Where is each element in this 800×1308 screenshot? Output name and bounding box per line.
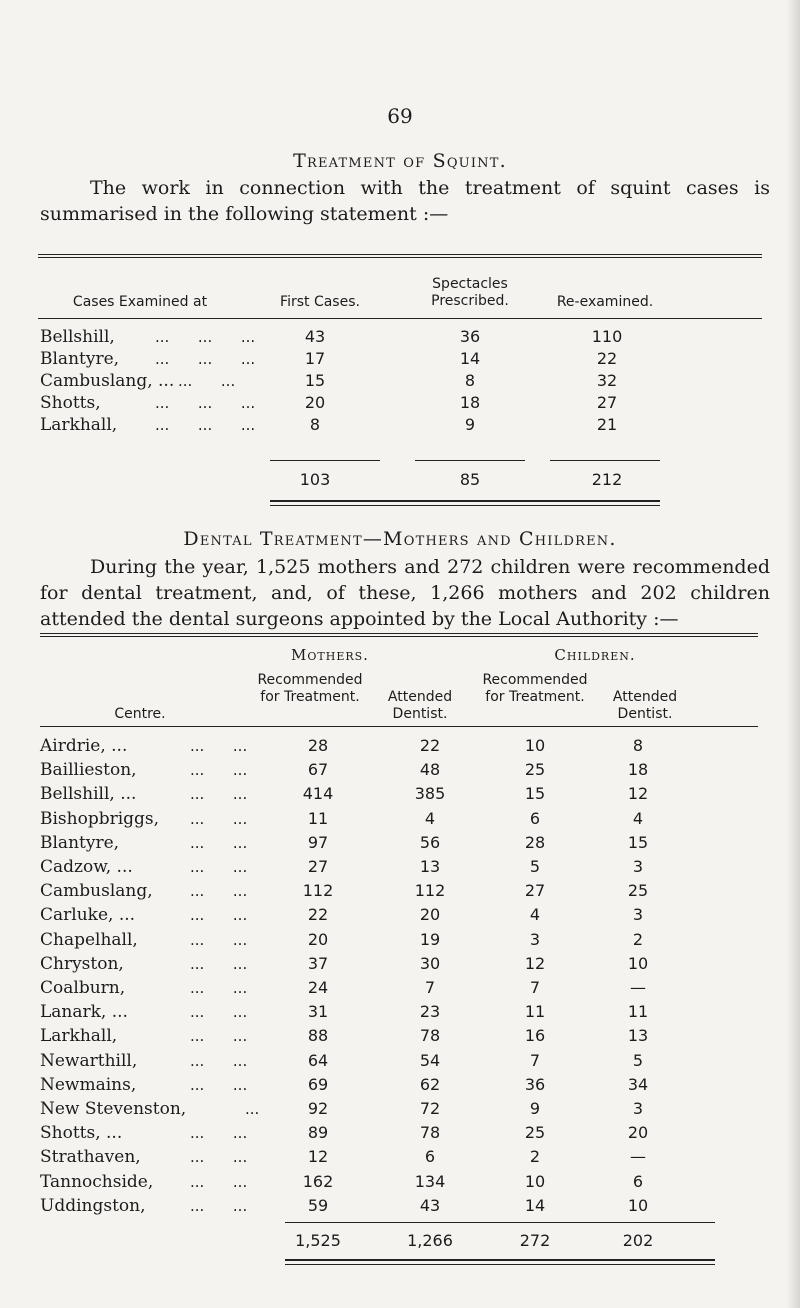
dental-row-leader: ... ... — [190, 1148, 248, 1167]
dental-group-mothers: Mothers. — [291, 646, 369, 664]
dental-row-c-rec: 5 — [529, 857, 541, 876]
dental-row-leader: ... ... — [190, 858, 248, 876]
dental-row-m-rec: 112 — [302, 881, 334, 901]
dental-row-centre: Cadzow, ... — [40, 857, 133, 877]
dental-row-m-rec: 27 — [307, 857, 329, 876]
dental-header-rule — [40, 726, 758, 727]
dental-row-c-rec: 27 — [524, 881, 546, 901]
dental-row-m-rec: 97 — [307, 832, 329, 852]
dental-row-m-att: 43 — [419, 1195, 441, 1215]
dental-row-leader: ... ... — [190, 833, 248, 852]
page-number: 69 — [387, 104, 413, 128]
squint-header-rule — [38, 318, 762, 319]
squint-row-spectacles: 14 — [459, 349, 481, 368]
dental-row-leader: ... ... — [190, 761, 248, 780]
dental-row-leader: ... ... — [190, 930, 248, 949]
dental-row-c-rec: 16 — [524, 1026, 546, 1046]
dental-heading: Dental Treatment—Mothers and Children. — [183, 528, 617, 550]
page-edge-shadow — [786, 0, 800, 1308]
dental-row-leader: ... ... — [190, 1027, 248, 1046]
dental-row-c-att: 10 — [627, 1195, 649, 1215]
dental-row-m-rec: 88 — [307, 1026, 329, 1046]
dental-row-c-att: 18 — [627, 760, 649, 780]
squint-row-reexamined: 110 — [591, 327, 623, 346]
dental-row-c-rec: 7 — [529, 1050, 541, 1070]
dental-row-m-rec: 24 — [307, 978, 329, 997]
squint-row-reexamined: 22 — [596, 349, 618, 368]
dental-row-m-att: 13 — [419, 857, 441, 876]
dental-col-children-attended: Attended Dentist. — [612, 689, 678, 722]
dental-row-m-att: 6 — [424, 1147, 436, 1167]
dental-bottom-rule — [285, 1259, 715, 1261]
dental-row-m-rec: 11 — [307, 808, 329, 828]
dental-row-m-att: 78 — [419, 1026, 441, 1046]
dental-row-m-att: 72 — [419, 1099, 441, 1118]
dental-row-centre: Coalburn, — [40, 978, 126, 998]
dental-row-c-att: 6 — [632, 1171, 644, 1191]
dental-row-c-att: 8 — [632, 736, 644, 755]
dental-row-c-rec: 12 — [524, 953, 546, 973]
dental-total-m-rec: 1,525 — [295, 1231, 341, 1250]
dental-row-centre: Blantyre, — [40, 832, 120, 853]
dental-row-m-att: 23 — [419, 1002, 441, 1022]
dental-row-c-att: 3 — [632, 905, 644, 925]
dental-row-m-rec: 64 — [307, 1050, 329, 1070]
dental-row-m-rec: 31 — [307, 1002, 329, 1022]
dental-row-c-att: 10 — [627, 953, 649, 973]
dental-col-mothers-attended: Attended Dentist. — [387, 689, 453, 722]
squint-intro — [40, 175, 770, 227]
dental-row-leader: ... ... — [190, 1075, 248, 1094]
dental-row-leader: ... ... — [190, 737, 248, 755]
dental-row-c-rec: 25 — [524, 1123, 546, 1143]
dental-row-leader: ... ... — [190, 1003, 248, 1022]
dental-row-leader: ... ... — [190, 785, 248, 804]
squint-sum-rule-first — [270, 460, 380, 461]
dental-row-m-rec: 37 — [307, 953, 329, 973]
dental-col-centre: Centre. — [114, 706, 166, 722]
dental-bottom-rule-2 — [285, 1264, 715, 1265]
dental-row-leader: ... ... — [190, 1196, 248, 1215]
dental-row-leader: ... ... — [190, 1172, 248, 1191]
dental-row-c-rec: 10 — [524, 736, 546, 755]
dental-top-rule — [40, 633, 758, 634]
squint-row-leader: ... ... ... — [155, 350, 256, 368]
squint-intro-text: The work in connection with the treatment of squint cases is summarised in the following statement :— — [40, 177, 770, 225]
squint-row-name: Cambuslang, ... — [40, 371, 175, 391]
dental-total-c-att: 202 — [622, 1231, 654, 1250]
dental-row-c-rec: 11 — [524, 1002, 546, 1022]
squint-row-name: Shotts, — [40, 393, 101, 413]
dental-row-centre: Chryston, — [40, 953, 124, 974]
dental-row-leader: ... ... — [190, 809, 248, 828]
dental-row-c-att: 13 — [627, 1026, 649, 1046]
squint-bottom-rule-2 — [270, 505, 660, 506]
dental-col-children-recommended: Recommended for Treatment. — [482, 672, 588, 705]
dental-row-c-rec: 9 — [529, 1099, 541, 1118]
dental-row-c-rec: 7 — [529, 978, 541, 997]
dental-row-leader: ... ... — [190, 906, 248, 925]
dental-row-c-att: 3 — [632, 857, 644, 876]
squint-row-first: 15 — [304, 371, 326, 390]
dental-row-m-att: 19 — [419, 929, 441, 949]
dental-row-m-rec: 28 — [307, 736, 329, 755]
dental-row-leader: ... ... — [190, 979, 248, 997]
dental-row-c-att: 5 — [632, 1050, 644, 1070]
dental-row-m-rec: 92 — [307, 1099, 329, 1118]
dental-row-centre: Newarthill, — [40, 1050, 138, 1071]
dental-row-centre: Shotts, ... — [40, 1123, 123, 1144]
dental-intro-text: During the year, 1,525 mothers and 272 children were recommended for dental treatment, and, of these, 1,266 mothers and 202 children attended the dental surgeons appointed by the Local Authority :— — [40, 556, 770, 630]
squint-row-spectacles: 36 — [459, 327, 481, 346]
squint-sum-rule-spectacles — [415, 460, 525, 461]
dental-row-c-rec: 14 — [524, 1195, 546, 1215]
squint-row-reexamined: 21 — [596, 415, 618, 434]
dental-row-centre: Chapelhall, — [40, 929, 138, 950]
squint-row-spectacles: 8 — [464, 371, 476, 390]
dental-row-centre: Airdrie, ... — [40, 736, 128, 756]
squint-col-spectacles: Spectacles Prescribed. — [431, 276, 509, 309]
dental-row-m-rec: 69 — [307, 1074, 329, 1094]
dental-row-c-rec: 3 — [529, 929, 541, 949]
dental-row-m-att: 54 — [419, 1050, 441, 1070]
dental-intro — [40, 554, 770, 632]
dental-row-m-att: 30 — [419, 953, 441, 973]
dental-row-c-att: 20 — [627, 1123, 649, 1143]
dental-row-c-att: 2 — [632, 929, 644, 949]
squint-total-spectacles: 85 — [459, 470, 481, 489]
dental-row-centre: Tannochside, — [40, 1171, 154, 1192]
dental-row-m-att: 112 — [414, 881, 446, 901]
dental-sum-rule — [285, 1222, 715, 1223]
dental-row-c-att: 11 — [627, 1002, 649, 1022]
dental-row-centre: New Stevenston, — [40, 1099, 187, 1119]
dental-row-m-att: 56 — [419, 832, 441, 852]
squint-row-first: 8 — [309, 415, 321, 434]
dental-row-c-rec: 10 — [524, 1171, 546, 1191]
dental-row-leader: ... ... — [190, 1124, 248, 1143]
dental-row-m-rec: 22 — [307, 905, 329, 925]
dental-group-children: Children. — [554, 646, 636, 664]
dental-row-m-rec: 12 — [307, 1147, 329, 1167]
dental-row-m-att: 134 — [414, 1171, 446, 1191]
dental-row-m-rec: 67 — [307, 760, 329, 780]
squint-col-reexamined: Re-examined. — [556, 294, 654, 310]
dental-row-m-att: 48 — [419, 760, 441, 780]
dental-row-m-att: 20 — [419, 905, 441, 925]
squint-top-rule — [38, 254, 762, 255]
dental-row-c-att: 15 — [627, 832, 649, 852]
dental-row-m-att: 385 — [414, 784, 446, 804]
dental-row-c-rec: 28 — [524, 832, 546, 852]
squint-sum-rule-reexamined — [550, 460, 660, 461]
dental-row-centre: Newmains, — [40, 1074, 137, 1095]
dental-row-leader: ... ... — [190, 954, 248, 973]
dental-col-mothers-recommended: Recommended for Treatment. — [257, 672, 363, 705]
dental-row-c-att: — — [630, 1147, 646, 1167]
dental-row-c-att: 34 — [627, 1074, 649, 1094]
dental-total-c-rec: 272 — [519, 1231, 551, 1250]
dental-top-rule-2 — [40, 636, 758, 637]
dental-row-centre: Bishopbriggs, — [40, 808, 160, 829]
dental-row-m-rec: 20 — [307, 929, 329, 949]
squint-total-reexamined: 212 — [591, 470, 623, 489]
dental-row-centre: Larkhall, — [40, 1026, 118, 1047]
dental-row-m-att: 78 — [419, 1123, 441, 1143]
dental-row-centre: Cambuslang, — [40, 881, 153, 902]
dental-row-m-att: 7 — [424, 978, 436, 997]
squint-row-first: 20 — [304, 393, 326, 412]
squint-row-spectacles: 9 — [464, 415, 476, 434]
dental-row-m-rec: 162 — [302, 1171, 334, 1191]
squint-col-cases: Cases Examined at — [72, 294, 208, 310]
dental-total-m-att: 1,266 — [407, 1231, 453, 1250]
dental-row-m-rec: 414 — [302, 784, 334, 804]
squint-row-first: 17 — [304, 349, 326, 368]
squint-row-name: Bellshill, — [40, 327, 115, 347]
dental-row-leader: ... — [245, 1100, 260, 1118]
dental-row-m-rec: 89 — [307, 1123, 329, 1143]
dental-row-centre: Uddingston, — [40, 1195, 146, 1216]
dental-row-c-att: 25 — [627, 881, 649, 901]
dental-row-centre: Bellshill, ... — [40, 784, 137, 805]
dental-row-m-att: 22 — [419, 736, 441, 755]
squint-row-spectacles: 18 — [459, 393, 481, 412]
squint-top-rule-2 — [38, 257, 762, 258]
squint-row-reexamined: 32 — [596, 371, 618, 390]
dental-row-m-att: 4 — [424, 808, 436, 828]
dental-row-m-rec: 59 — [307, 1195, 329, 1215]
dental-row-c-att: 12 — [627, 784, 649, 804]
squint-total-first: 103 — [299, 470, 331, 489]
squint-row-reexamined: 27 — [596, 393, 618, 412]
dental-row-c-rec: 25 — [524, 760, 546, 780]
squint-row-leader: ... ... ... — [155, 416, 256, 434]
squint-row-leader: ... ... ... — [155, 394, 256, 412]
dental-row-c-rec: 4 — [529, 905, 541, 925]
dental-row-centre: Strathaven, — [40, 1147, 141, 1168]
dental-row-c-att: 3 — [632, 1099, 644, 1118]
squint-bottom-rule — [270, 500, 660, 502]
squint-heading: Treatment of Squint. — [293, 150, 507, 172]
dental-row-m-att: 62 — [419, 1074, 441, 1094]
dental-row-c-rec: 2 — [529, 1147, 541, 1167]
dental-row-c-rec: 6 — [529, 808, 541, 828]
squint-row-first: 43 — [304, 327, 326, 346]
dental-row-centre: Carluke, ... — [40, 905, 136, 926]
dental-row-c-rec: 36 — [524, 1074, 546, 1094]
dental-row-c-rec: 15 — [524, 784, 546, 804]
dental-row-c-att: — — [630, 978, 646, 997]
dental-row-leader: ... ... — [190, 1051, 248, 1070]
dental-row-centre: Lanark, ... — [40, 1002, 128, 1023]
squint-row-name: Larkhall, — [40, 415, 118, 435]
squint-row-leader: ... ... — [178, 372, 236, 390]
squint-row-name: Blantyre, — [40, 349, 120, 369]
squint-row-leader: ... ... ... — [155, 328, 256, 346]
dental-row-c-att: 4 — [632, 808, 644, 828]
squint-col-first: First Cases. — [280, 294, 360, 310]
dental-row-centre: Baillieston, — [40, 760, 137, 781]
dental-row-leader: ... ... — [190, 882, 248, 901]
